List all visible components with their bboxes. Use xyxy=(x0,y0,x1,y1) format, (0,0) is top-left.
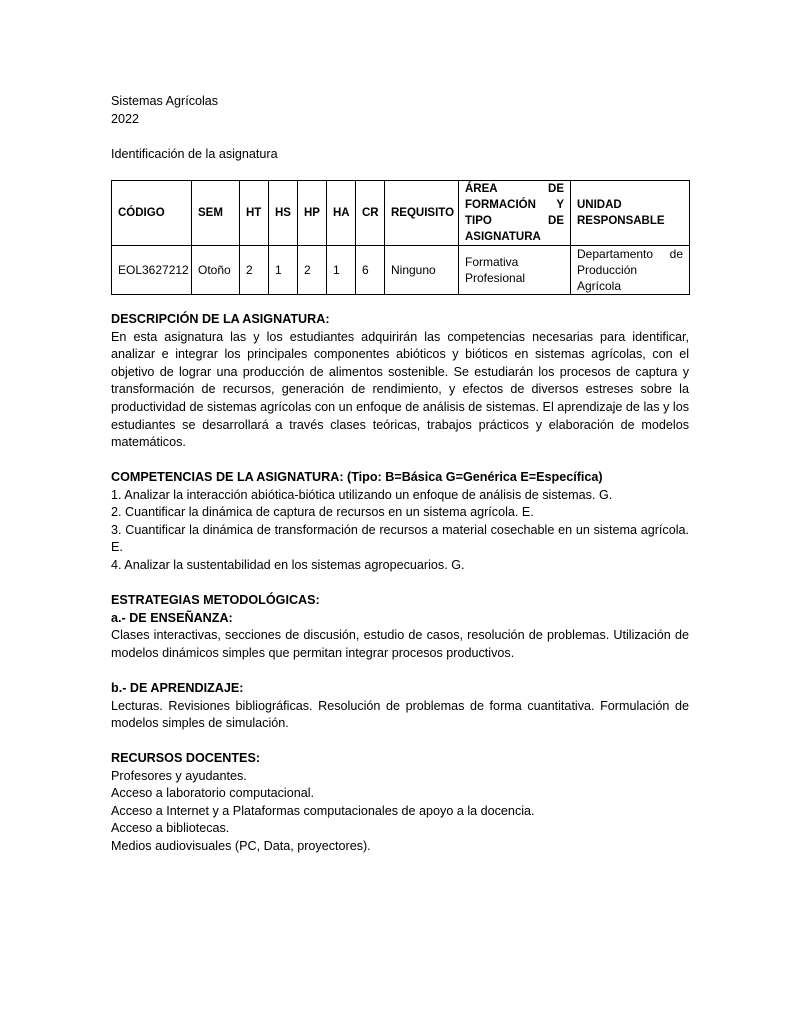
header-ha: HA xyxy=(327,181,356,246)
course-title: Sistemas Agrícolas xyxy=(111,94,219,108)
learning-body: Lecturas. Revisiones bibliográficas. Resolución de problemas de forma cuantitativa. Formulación de modelos simples de simulación. xyxy=(111,698,689,731)
cell-ha: 1 xyxy=(327,246,356,295)
table-header-row xyxy=(112,181,690,246)
competencies-heading: COMPETENCIAS DE LA ASIGNATURA: (Tipo: B=Básica G=Genérica E=Específica) xyxy=(111,470,603,484)
header-ht: HT xyxy=(240,181,269,246)
teaching-heading: a.- DE ENSEÑANZA: xyxy=(111,610,233,625)
cell-unidad: Departamento de Producción Agrícola xyxy=(571,246,690,295)
header-unidad-line: UNIDAD xyxy=(577,199,622,211)
course-identification-table xyxy=(111,180,690,295)
header-area-line: ÁREA DE xyxy=(465,183,564,195)
table-row xyxy=(112,246,690,295)
header-area-line: ASIGNATURA xyxy=(465,231,541,243)
description-section xyxy=(111,311,689,452)
competency-item: 1. Analizar la interacción abiótica-biótica utilizando un enfoque de análisis de sistemas. G. xyxy=(111,487,613,502)
header-requisito: REQUISITO xyxy=(385,181,459,246)
course-year: 2022 xyxy=(111,111,140,126)
header-codigo: CÓDIGO xyxy=(112,181,192,246)
resource-item: Acceso a Internet y a Plataformas computacionales de apoyo a la docencia. xyxy=(111,803,535,818)
description-heading: DESCRIPCIÓN DE LA ASIGNATURA: xyxy=(111,312,330,326)
header-hs: HS xyxy=(269,181,298,246)
identification-label: Identificación de la asignatura xyxy=(111,147,278,161)
header-sem: SEM xyxy=(192,181,240,246)
cell-area-line: Formativa xyxy=(465,255,519,269)
cell-ht: 2 xyxy=(240,246,269,295)
resource-item: Acceso a laboratorio computacional. xyxy=(111,786,315,801)
header-area-line: FORMACIÓN Y xyxy=(465,199,564,211)
learning-section xyxy=(111,680,689,733)
header-hp: HP xyxy=(298,181,327,246)
header-cr: CR xyxy=(356,181,385,246)
header-unidad xyxy=(571,181,690,246)
learning-heading: b.- DE APRENDIZAJE: xyxy=(111,681,244,695)
competency-item: 2. Cuantificar la dinámica de captura de recursos en un sistema agrícola. E. xyxy=(111,505,534,520)
cell-hp: 2 xyxy=(298,246,327,295)
competencies-section xyxy=(111,469,689,575)
resources-section xyxy=(111,750,689,856)
cell-cr: 6 xyxy=(356,246,385,295)
cell-requisito: Ninguno xyxy=(385,246,459,295)
description-body: En esta asignatura las y los estudiantes adquirirán las competencias necesarias para identificar, analizar e integrar los principales componentes abióticos y bióticos en sistemas agrícolas, con el objetivo de lograr una producción de alimentos sostenible. Se estudiarán los procesos de captura y transformación de recursos, generación de rendimiento, y efectos de diversos estreses sobre la productividad de sistemas agrícolas con un enfoque de análisis de sistemas. El aprendizaje de las y los estudiantes se desarrollará a través clases teóricas, trabajos prácticos y elaboración de modelos matemáticos. xyxy=(111,329,689,450)
resources-heading: RECURSOS DOCENTES: xyxy=(111,751,261,765)
cell-codigo: EOL3627212 xyxy=(112,246,192,295)
cell-hs: 1 xyxy=(269,246,298,295)
competency-item: 4. Analizar la sustentabilidad en los sistemas agropecuarios. G. xyxy=(111,557,465,572)
cell-sem: Otoño xyxy=(192,246,240,295)
header-unidad-line: RESPONSABLE xyxy=(577,215,665,227)
header-area xyxy=(459,181,571,246)
resource-item: Profesores y ayudantes. xyxy=(111,768,247,783)
document-header xyxy=(111,93,689,128)
header-area-line: TIPO DE xyxy=(465,215,564,227)
cell-area-line: Profesional xyxy=(465,271,526,285)
cell-area xyxy=(459,246,571,295)
competency-item: 3. Cuantificar la dinámica de transformación de recursos a material cosechable en un sistema agrícola. E. xyxy=(111,522,689,555)
teaching-body: Clases interactivas, secciones de discusión, estudio de casos, resolución de problemas. Utilización de modelos dinámicos simples que permitan integrar procesos productivos. xyxy=(111,628,689,660)
resource-item: Medios audiovisuales (PC, Data, proyectores). xyxy=(111,838,371,853)
strategies-heading: ESTRATEGIAS METODOLÓGICAS: xyxy=(111,593,320,607)
strategies-section xyxy=(111,592,689,662)
resource-item: Acceso a bibliotecas. xyxy=(111,821,230,836)
